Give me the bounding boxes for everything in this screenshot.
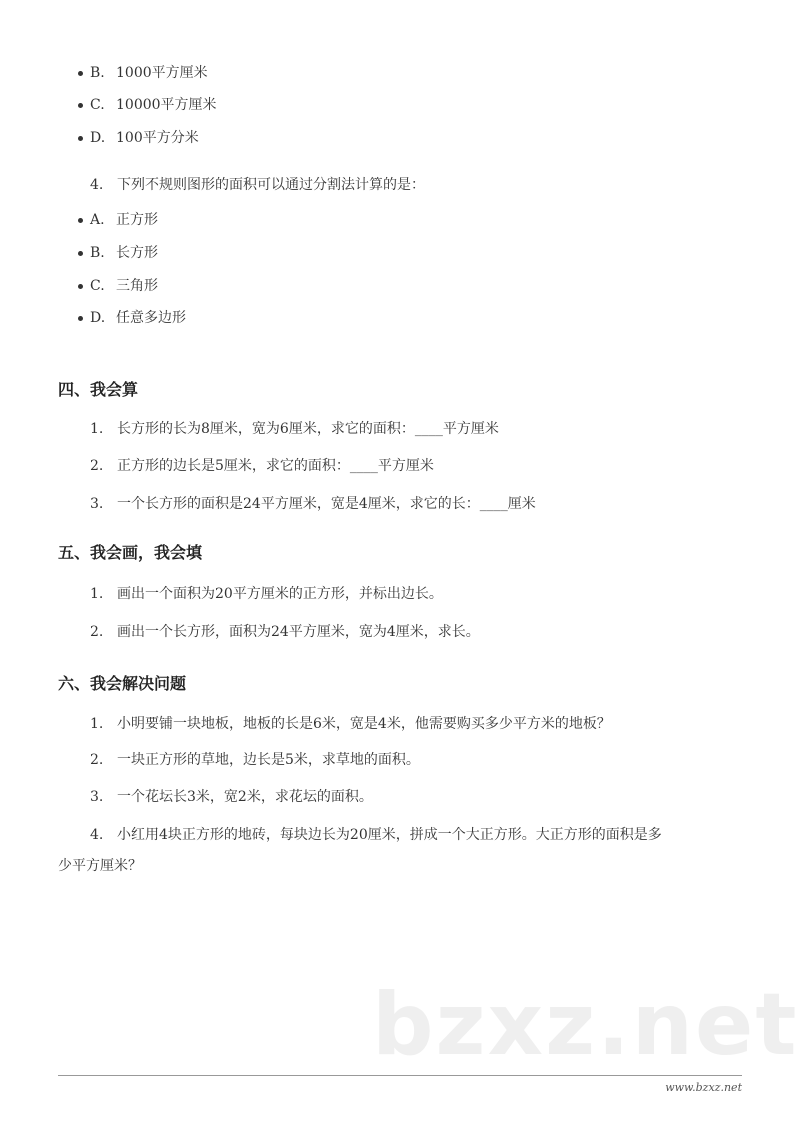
option-item — [90, 309, 186, 327]
question-number: 2. — [90, 458, 104, 474]
bullet-icon — [78, 284, 83, 289]
option-text: 长方形 — [116, 245, 158, 261]
question-item — [90, 751, 420, 769]
bullet-icon — [78, 316, 83, 321]
bullet-icon — [78, 136, 83, 141]
question-text: 正方形的边长是5厘米，求它的面积：____平方厘米 — [117, 458, 434, 474]
section-heading: 六、我会解决问题 — [58, 674, 187, 693]
question-item — [90, 623, 480, 641]
option-text: 三角形 — [116, 278, 158, 294]
option-text: 10000平方厘米 — [116, 97, 217, 113]
option-label: C. — [90, 97, 105, 113]
option-label: B. — [90, 245, 105, 261]
option-item — [90, 244, 158, 262]
question-number: 1. — [90, 421, 104, 437]
option-label: D. — [90, 130, 106, 146]
question-text: 长方形的长为8厘米，宽为6厘米，求它的面积：____平方厘米 — [117, 421, 499, 437]
question-text: 画出一个长方形，面积为24平方厘米，宽为4厘米，求长。 — [117, 624, 480, 640]
question-text: 画出一个面积为20平方厘米的正方形，并标出边长。 — [117, 586, 443, 602]
option-item — [90, 96, 217, 114]
bullet-icon — [78, 251, 83, 256]
option-label: C. — [90, 278, 105, 294]
option-text: 1000平方厘米 — [116, 65, 208, 81]
footer-divider — [58, 1075, 742, 1076]
question-item — [90, 715, 611, 733]
question-number: 3. — [90, 789, 104, 805]
question-item — [90, 788, 373, 806]
question-item — [90, 457, 434, 475]
question-text: 一块正方形的草地，边长是5米，求草地的面积。 — [117, 752, 420, 768]
question-item — [90, 495, 536, 513]
question-item — [90, 826, 662, 844]
question-text: 一个花坛长3米，宽2米，求花坛的面积。 — [117, 789, 373, 805]
option-text: 100平方分米 — [116, 130, 199, 146]
question-text: 小红用4块正方形的地砖，每块边长为20厘米，拼成一个大正方形。大正方形的面积是多 — [117, 827, 662, 843]
option-item — [90, 277, 158, 295]
question-number: 4. — [90, 177, 104, 193]
section-heading: 五、我会画，我会填 — [58, 543, 203, 562]
question-number: 4. — [90, 827, 104, 843]
option-text: 任意多边形 — [116, 310, 186, 326]
question-4 — [90, 176, 425, 194]
question-number: 1. — [90, 716, 104, 732]
option-label: D. — [90, 310, 106, 326]
bullet-icon — [78, 103, 83, 108]
question-number: 2. — [90, 624, 104, 640]
footer-url: www.bzxz.net — [665, 1081, 742, 1094]
question-text: 下列不规则图形的面积可以通过分割法计算的是： — [117, 177, 425, 193]
question-number: 2. — [90, 752, 104, 768]
option-text: 正方形 — [116, 212, 158, 228]
question-text: 一个长方形的面积是24平方厘米，宽是4厘米，求它的长：____厘米 — [117, 496, 536, 512]
question-number: 3. — [90, 496, 104, 512]
option-item — [90, 211, 158, 229]
watermark: bzxz.net — [372, 975, 799, 1075]
question-number: 1. — [90, 586, 104, 602]
bullet-icon — [78, 71, 83, 76]
question-text: 小明要铺一块地板，地板的长是6米，宽是4米，他需要购买多少平方米的地板？ — [117, 716, 611, 732]
option-label: B. — [90, 65, 105, 81]
question-text-continued: 少平方厘米？ — [58, 858, 142, 874]
section-heading: 四、我会算 — [58, 380, 139, 399]
option-item — [90, 64, 208, 82]
option-label: A. — [90, 212, 105, 228]
bullet-icon — [78, 218, 83, 223]
question-item — [90, 420, 499, 438]
option-item — [90, 129, 199, 147]
question-item — [90, 585, 443, 603]
